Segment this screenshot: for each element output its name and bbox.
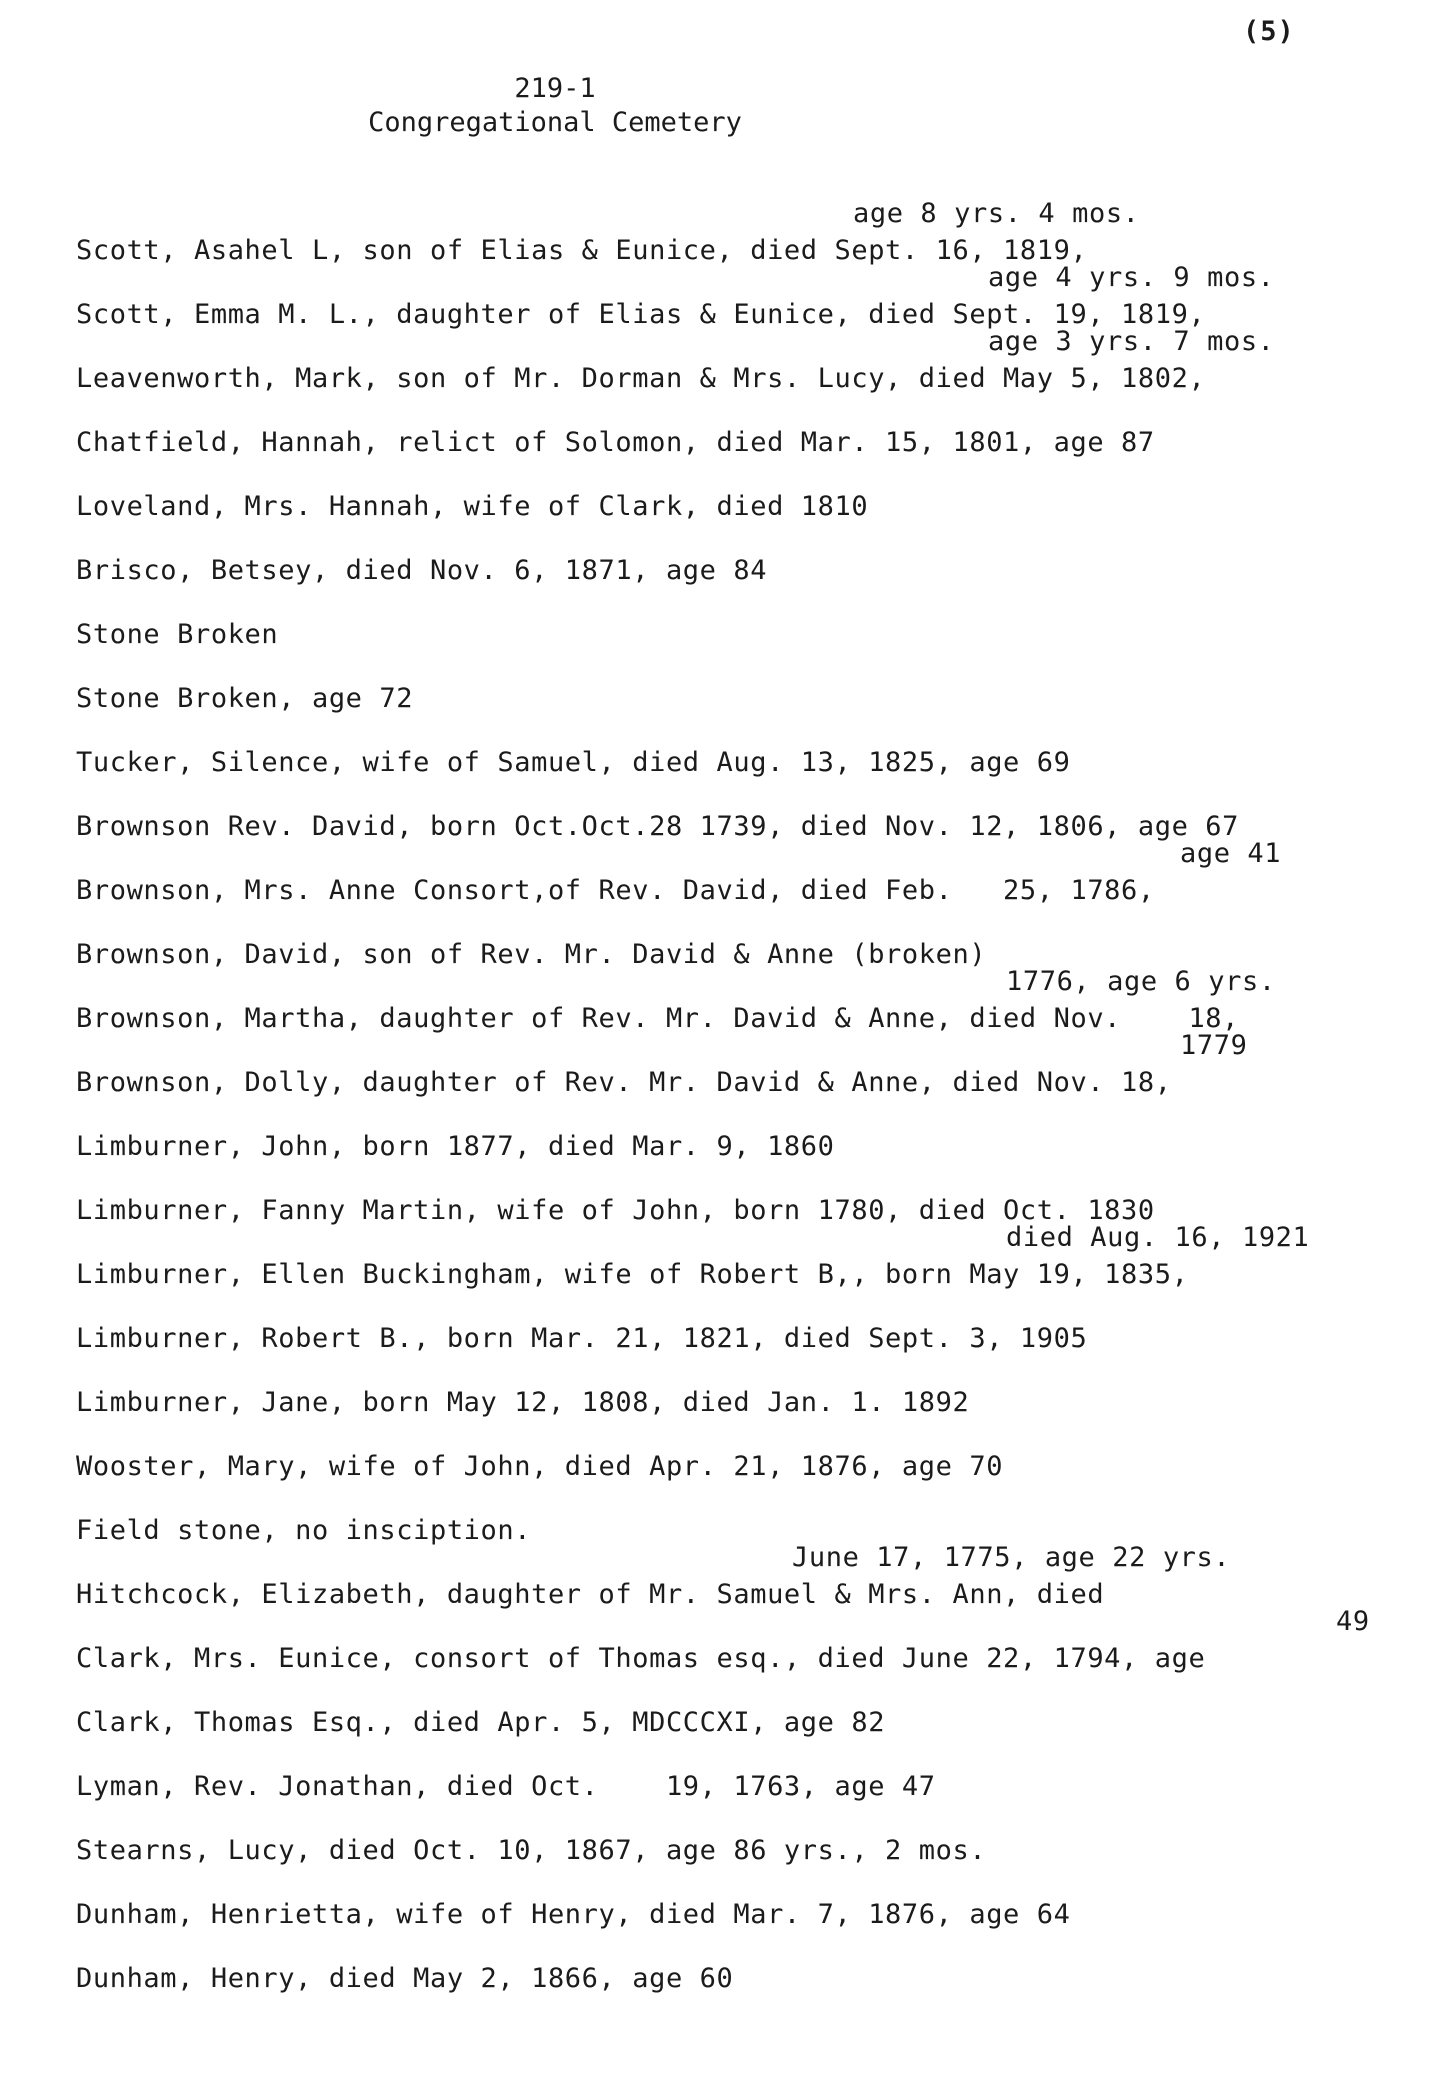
entry-text: Hitchcock, Elizabeth, daughter of Mr. Samuel & Mrs. Ann, died bbox=[76, 1579, 1105, 1610]
burial-entry bbox=[76, 1640, 1406, 1738]
burial-entries bbox=[76, 168, 1406, 1994]
entry-continuation: age 8 yrs. 4 mos. bbox=[853, 198, 1140, 229]
document-header bbox=[0, 72, 1110, 140]
burial-entry bbox=[76, 1064, 1406, 1162]
burial-entry bbox=[76, 1576, 1406, 1674]
entry-text: Leavenworth, Mark, son of Mr. Dorman & Mrs. Lucy, died May 5, 1802, bbox=[76, 363, 1206, 394]
entry-text: Tucker, Silence, wife of Samuel, died Aug. 13, 1825, age 69 bbox=[76, 747, 1071, 778]
entry-text: Brownson, David, son of Rev. Mr. David & Anne (broken) bbox=[76, 939, 987, 970]
burial-entry bbox=[76, 1448, 1406, 1546]
entry-text: Stone Broken bbox=[76, 619, 279, 650]
entry-continuation: age 4 yrs. 9 mos. bbox=[988, 262, 1275, 293]
burial-entry bbox=[76, 616, 1406, 714]
burial-entry bbox=[76, 552, 1406, 650]
burial-entry bbox=[76, 1384, 1406, 1482]
burial-entry bbox=[76, 1832, 1406, 1930]
entry-text: Limburner, Fanny Martin, wife of John, born 1780, died Oct. 1830 bbox=[76, 1195, 1155, 1226]
entry-text: Clark, Thomas Esq., died Apr. 5, MDCCCXI, age 82 bbox=[76, 1707, 886, 1738]
burial-entry bbox=[76, 360, 1406, 458]
entry-continuation: age 3 yrs. 7 mos. bbox=[988, 326, 1275, 357]
burial-entry bbox=[76, 232, 1406, 330]
entry-text: Dunham, Henrietta, wife of Henry, died Mar. 7, 1876, age 64 bbox=[76, 1899, 1071, 1930]
entry-text: Lyman, Rev. Jonathan, died Oct. 19, 1763, age 47 bbox=[76, 1771, 936, 1802]
burial-entry bbox=[76, 1512, 1406, 1610]
entry-text: Limburner, Robert B., born Mar. 21, 1821, died Sept. 3, 1905 bbox=[76, 1323, 1088, 1354]
entry-text: Loveland, Mrs. Hannah, wife of Clark, died 1810 bbox=[76, 491, 869, 522]
entry-text: Brownson Rev. David, born Oct.Oct.28 1739, died Nov. 12, 1806, age 67 bbox=[76, 811, 1240, 842]
burial-entry bbox=[76, 168, 1406, 266]
entry-continuation: 49 bbox=[1336, 1606, 1370, 1637]
entry-text: Clark, Mrs. Eunice, consort of Thomas esq., died June 22, 1794, age bbox=[76, 1643, 1206, 1674]
entry-text: Stone Broken, age 72 bbox=[76, 683, 414, 714]
burial-entry bbox=[76, 1768, 1406, 1866]
burial-entry bbox=[76, 936, 1406, 1034]
entry-text: Limburner, Jane, born May 12, 1808, died Jan. 1. 1892 bbox=[76, 1387, 970, 1418]
entry-text: Wooster, Mary, wife of John, died Apr. 21, 1876, age 70 bbox=[76, 1451, 1004, 1482]
burial-entry bbox=[76, 872, 1406, 970]
entry-text: Brownson, Dolly, daughter of Rev. Mr. David & Anne, died Nov. 18, bbox=[76, 1067, 1172, 1098]
burial-entry bbox=[76, 808, 1406, 906]
burial-entry bbox=[76, 1320, 1406, 1418]
entry-continuation: 1779 bbox=[1180, 1030, 1248, 1061]
entry-text: Brownson, Martha, daughter of Rev. Mr. David & Anne, died Nov. 18, bbox=[76, 1003, 1240, 1034]
entry-text: Limburner, John, born 1877, died Mar. 9, 1860 bbox=[76, 1131, 835, 1162]
entry-text: Scott, Emma M. L., daughter of Elias & Eunice, died Sept. 19, 1819, bbox=[76, 299, 1206, 330]
page-number: (5) bbox=[1243, 16, 1295, 47]
burial-entry bbox=[76, 1704, 1406, 1802]
entry-text: Stearns, Lucy, died Oct. 10, 1867, age 86 yrs., 2 mos. bbox=[76, 1835, 987, 1866]
entry-text: Brisco, Betsey, died Nov. 6, 1871, age 84 bbox=[76, 555, 768, 586]
burial-entry bbox=[76, 1128, 1406, 1226]
burial-entry bbox=[76, 424, 1406, 522]
entry-continuation: 1776, age 6 yrs. bbox=[1006, 966, 1276, 997]
burial-entry bbox=[76, 296, 1406, 394]
entry-text: Dunham, Henry, died May 2, 1866, age 60 bbox=[76, 1963, 734, 1994]
burial-entry bbox=[76, 744, 1406, 842]
burial-entry bbox=[76, 1896, 1406, 1994]
entry-text: Limburner, Ellen Buckingham, wife of Robert B,, born May 19, 1835, bbox=[76, 1259, 1189, 1290]
cemetery-name: Congregational Cemetery bbox=[368, 107, 742, 138]
burial-entry bbox=[76, 680, 1406, 778]
entry-continuation: died Aug. 16, 1921 bbox=[1006, 1222, 1310, 1253]
burial-entry bbox=[76, 1000, 1406, 1098]
record-id: 219-1 bbox=[514, 73, 596, 104]
entry-continuation: age 41 bbox=[1180, 838, 1282, 869]
burial-entry bbox=[76, 1256, 1406, 1354]
entry-text: Scott, Asahel L, son of Elias & Eunice, died Sept. 16, 1819, bbox=[76, 235, 1088, 266]
burial-entry bbox=[76, 488, 1406, 586]
burial-entry bbox=[76, 1192, 1406, 1290]
entry-continuation: June 17, 1775, age 22 yrs. bbox=[792, 1542, 1231, 1573]
entry-text: Brownson, Mrs. Anne Consort,of Rev. David, died Feb. 25, 1786, bbox=[76, 875, 1155, 906]
entry-text: Field stone, no insciption. bbox=[76, 1515, 532, 1546]
entry-text: Chatfield, Hannah, relict of Solomon, died Mar. 15, 1801, age 87 bbox=[76, 427, 1155, 458]
